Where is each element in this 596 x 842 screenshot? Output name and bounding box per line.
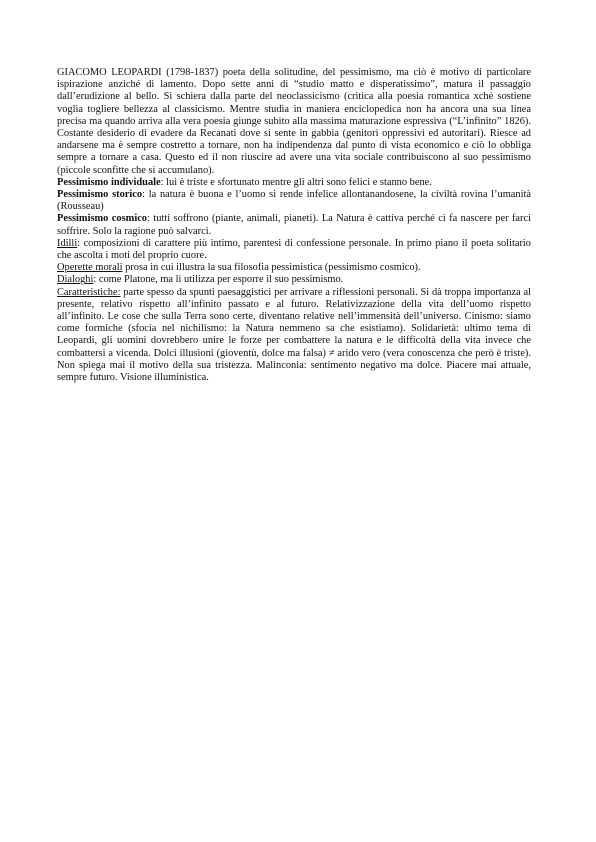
- term-operette-morali: Operette morali: [57, 262, 123, 274]
- paragraph-operette-morali: [57, 262, 531, 274]
- intro-paragraph: GIACOMO LEOPARDI (1798-1837) poeta della solitudine, del pessimismo, ma ciò è motivo di particolare ispirazione anziché di lamento. Dopo sette anni di “studio matto e disperatissimo”, matura il passaggio dall’erudizione al bello. Si schiera dalla parte del neoclassicismo (critica alla poesia romantica xché sostiene voglia togliere bellezza al classicismo. Mentre studia in maniera enciclopedica non ha ancora una sua linea precisa ma quando arriva alla vera poesia giunge subito alla massima maturazione espressiva (“L’infinito” 1826). Costante desiderio di evadere da Recanati dove si sente in gabbia (genitori oppressivi ed autoritari). Riesce ad andarsene ma è sempre costretto a tornare, non ha indipendenza dal punto di vista economico e ciò lo obbliga sempre a tornare a casa. Questo ed il non riuscire ad avere una vita sociale contribuiscono al suo pessimismo (piccole sconfitte che si accumulano).: [57, 67, 531, 176]
- text-pessimismo-cosmico: : tutti soffrono (piante, animali, pianeti). La Natura è cattiva perché ci fa nascere per farci soffrire. Solo la ragione può salvarci.: [57, 213, 531, 237]
- term-pessimismo-individuale: Pessimismo individuale: [57, 176, 161, 188]
- text-dialoghi: : come Platone, ma li utilizza per esporre il suo pessimismo.: [93, 274, 344, 286]
- term-dialoghi: Dialoghi: [57, 274, 94, 286]
- text-caratteristiche: parte spesso da spunti paesaggistici per arrivare a riflessioni personali. Si dà troppa importanza al presente, relativo rispetto all’infinito passato e al futuro. Relativizzazione della vita dell’uomo rispetto all’infinito. Le cose che sulla Terra sono certe, diventano relative nell’immensità dell’universo. Cinismo: siamo come formiche (sfocia nel nichilismo: la Natura nemmeno sa che esistiamo). Solidarietà: ultimo tema di Leopardi, gli uomini dovrebbero unire le forze per combattere la natura e le difficoltà della vita invece che combattersi a vicenda. Dolci illusioni (gioventù, dolce ma falsa) ≠ arido vero (vera conoscenza che però è triste). Non spiega mai il motivo della sua tristezza. Malinconia: sentimento negativo ma dolce. Piacere mai attuale, sempre futuro. Visione illuministica.: [57, 286, 531, 384]
- paragraph-idilli: [57, 238, 531, 262]
- text-operette-morali: prosa in cui illustra la sua filosofia pessimistica (pessimismo cosmico).: [122, 262, 421, 274]
- paragraph-dialoghi: [57, 274, 531, 286]
- paragraph-pessimismo-individuale: [57, 177, 531, 189]
- text-pessimismo-individuale: : lui è triste e sfortunato mentre gli altri sono felici e stanno bene.: [160, 176, 432, 188]
- paragraph-pessimismo-cosmico: [57, 213, 531, 237]
- term-pessimismo-cosmico: Pessimismo cosmico: [57, 213, 148, 225]
- paragraph-caratteristiche: [57, 287, 531, 385]
- term-caratteristiche: Caratteristiche:: [57, 286, 121, 298]
- text-idilli: : composizioni di carattere più intimo, parentesi di confessione personale. In primo piano il poeta solitario che ascolta i moti del proprio cuore.: [57, 237, 531, 262]
- paragraph-pessimismo-storico: [57, 189, 531, 213]
- document-body: [57, 67, 531, 384]
- text-pessimismo-storico: : la natura è buona e l’uomo si rende infelice allontanandosene, la civiltà rovina l’umanità (Rousseau): [57, 189, 531, 213]
- term-idilli: Idilli: [57, 237, 78, 249]
- term-pessimismo-storico: Pessimismo storico: [57, 189, 143, 201]
